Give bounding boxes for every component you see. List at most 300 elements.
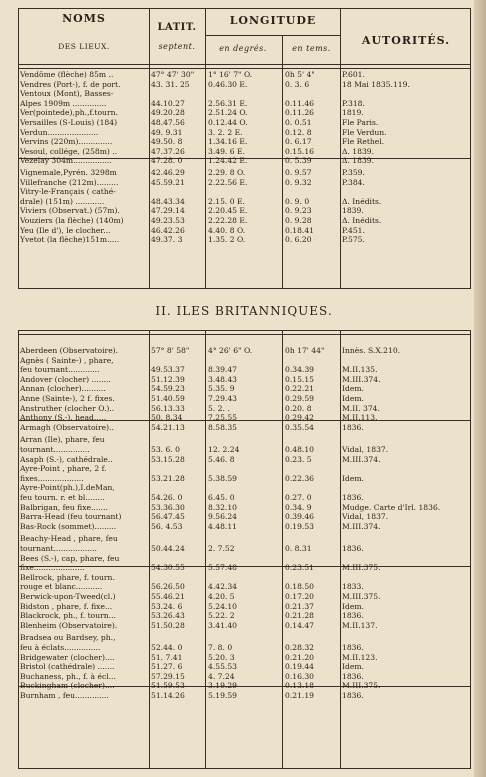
place-name: Ver(pointede),ph.,f.tourn.: [20, 108, 118, 118]
longitude-degrees: 2.56.31 E.: [208, 98, 248, 108]
place-name: Vignemale,Pyrén. 3298m: [20, 168, 117, 177]
table-row: [20, 128, 470, 138]
table-row: [20, 522, 470, 532]
authority: P.384.: [342, 177, 365, 187]
table-row: [20, 187, 470, 197]
longitude-degrees: 3.48.43: [208, 374, 237, 384]
latitude: 49.37. 3: [151, 235, 183, 245]
authority: Δ. 1839.: [342, 156, 375, 166]
place-name: Balbrigan, feu fixe.......: [20, 502, 108, 512]
longitude-time: 0. 9.28: [285, 216, 312, 225]
place-name: Andover (clocher) ........: [20, 374, 111, 384]
latitude: 54.59.23: [151, 384, 185, 394]
longitude-time: 0. 8.31: [285, 544, 312, 553]
table-row: [20, 206, 470, 216]
place-name: Bradsea ou Bardsey, ph.,: [20, 633, 116, 643]
rule-bottom: [18, 768, 470, 769]
latitude: 53.21.28: [151, 473, 185, 483]
place-name: Vendres (Port-), f. de port.: [20, 79, 121, 89]
latitude: 53.24. 6: [151, 601, 183, 611]
latitude: 56. 4.53: [151, 521, 183, 531]
longitude-time: 0. 5.39: [285, 156, 312, 166]
table-row: [20, 512, 470, 522]
longitude-time: 0.11.46: [285, 98, 314, 108]
place-name: Bristol (cathédrale) .......: [20, 662, 115, 672]
latitude: 44.10.27: [151, 98, 185, 108]
latitude: 51.50.28: [151, 620, 185, 630]
table-row: [20, 118, 470, 128]
table-row: [20, 483, 470, 493]
authority: M.III.374.: [342, 521, 381, 531]
authority: M.II.123.: [342, 652, 378, 662]
longitude-time: 0.34.39: [285, 365, 314, 375]
table-row: [20, 563, 470, 573]
table-row: [20, 89, 470, 99]
section-title-iles-britanniques: II. ILES BRITANNIQUES.: [155, 304, 333, 318]
table-row: [20, 621, 470, 631]
rule-v-right-2: [470, 330, 471, 769]
table-row: [20, 643, 470, 653]
table-row: [20, 582, 470, 592]
place-name: Anthony (S.-), head.....: [20, 413, 106, 423]
latitude: 51. 7.41: [151, 652, 183, 662]
authority: Idem.: [342, 473, 364, 483]
latitude: 52.44. 0: [151, 643, 183, 652]
place-name: Armagh (Observatoire)..: [20, 422, 114, 432]
table-row: [20, 235, 470, 245]
place-name: Bridgewater (clocher)....: [20, 652, 115, 662]
longitude-degrees: 2.20.45 E.: [208, 206, 248, 216]
longitude-degrees: 4. 7.24: [208, 671, 235, 681]
place-name: Bas-Rock (sommet).........: [20, 521, 117, 531]
place-name: Vezelay 304m................: [20, 156, 112, 166]
longitude-time: 0.21.28: [285, 611, 314, 621]
place-name: rouge et blanc...........: [20, 582, 103, 592]
longitude-degrees: 4.40. 8 O.: [208, 225, 246, 235]
latitude: 49.50. 8: [151, 137, 183, 147]
longitude-time: 0.19.53: [285, 521, 314, 531]
longitude-degrees: 5.46. 8: [208, 454, 235, 464]
place-name: fixe.....................: [20, 563, 85, 573]
authority: Idem.: [342, 384, 364, 394]
table-row: [20, 365, 470, 375]
longitude-degrees: 0.12.44 O.: [208, 118, 248, 127]
table-row: [20, 455, 470, 465]
latitude: 51.59.53: [151, 681, 185, 691]
table-row: [20, 70, 470, 80]
table-row: [20, 423, 470, 433]
table-row: [20, 672, 470, 682]
header-en-tems: en tems.: [292, 44, 331, 53]
longitude-time: 0.15.16: [285, 146, 314, 156]
longitude-degrees: 6.45. 0: [208, 493, 235, 502]
authority: Vidal, 1837.: [342, 445, 389, 454]
latitude: 42.46.29: [151, 168, 185, 177]
latitude: 54.26. 0: [151, 493, 183, 502]
longitude-degrees: 4.42.34: [208, 582, 237, 592]
longitude-degrees: 1.24.42 E.: [208, 156, 248, 166]
place-name: Verdun.....................: [20, 127, 99, 137]
authority: Fle Paris.: [342, 118, 379, 127]
longitude-time: 0.19.44: [285, 662, 314, 672]
authority: P.318.: [342, 98, 365, 108]
table-row: [20, 435, 470, 445]
authority: M.III.375.: [342, 563, 381, 573]
latitude: 53.15.28: [151, 454, 185, 464]
latitude: 47.29.14: [151, 206, 185, 216]
latitude: 55.46.21: [151, 592, 185, 601]
latitude: 51.27. 6: [151, 662, 183, 672]
authority: Δ. Inédits.: [342, 196, 382, 206]
authority: 1836.: [342, 671, 364, 681]
place-name: Barra-Head (feu tournant): [20, 512, 122, 522]
longitude-time: 0. 3. 6: [285, 79, 310, 89]
longitude-degrees: 7.29.43: [208, 394, 237, 403]
longitude-degrees: 3. 2. 2 E.: [208, 127, 243, 137]
authority: Idem.: [342, 662, 364, 672]
longitude-time: 0.22.21: [285, 384, 314, 394]
place-name: Bellrock, phare, f. tourn.: [20, 572, 115, 582]
longitude-time: 0.23.51: [285, 563, 314, 573]
latitude: 49.23.53: [151, 216, 185, 225]
place-name: Blackrock, ph., f. tourn...: [20, 611, 116, 621]
latitude: 54.30.55: [151, 563, 185, 573]
longitude-time: 0.29.59: [285, 394, 314, 403]
place-name: feu tournant.............: [20, 365, 100, 375]
place-name: Annan (clocher)..........: [20, 384, 106, 394]
place-name: Buchaness, ph., f. à écl...: [20, 671, 116, 681]
authority: Δ. Inédits.: [342, 216, 382, 225]
latitude: 53. 6. 0: [151, 445, 180, 454]
authority: M.II.135.: [342, 365, 378, 375]
longitude-degrees: 2.22.56 E.: [208, 177, 248, 187]
longitude-time: 0.15.15: [285, 374, 314, 384]
place-name: fixes...................: [20, 473, 84, 483]
table-row: [20, 602, 470, 612]
table-row: [20, 445, 470, 455]
longitude-degrees: 3.41.40: [208, 620, 237, 630]
table-row: [20, 464, 470, 474]
longitude-degrees: 5.22. 2: [208, 611, 235, 621]
table-row: [20, 534, 470, 544]
latitude: 50. 8.34: [151, 413, 183, 423]
latitude: 51.40.59: [151, 394, 185, 403]
longitude-degrees: 5.19.59: [208, 691, 237, 700]
latitude: 51.14.26: [151, 691, 185, 700]
authority: 1836.: [342, 422, 364, 432]
authority: P.451.: [342, 225, 365, 235]
authority: 1836.: [342, 691, 364, 700]
rule-v-left-2: [18, 330, 19, 769]
authority: P.601.: [342, 70, 365, 79]
authority: 1833.: [342, 582, 364, 592]
longitude-time: 0.48.10: [285, 445, 314, 454]
longitude-degrees: 5.24.10: [208, 601, 237, 611]
table-row: [20, 137, 470, 147]
table-row: [20, 178, 470, 188]
longitude-degrees: 1° 16' 7" O.: [208, 70, 253, 79]
authority: M.III.375.: [342, 681, 381, 691]
latitude: 57° 8' 58": [151, 346, 190, 355]
longitude-degrees: 4° 26' 6" O.: [208, 346, 253, 355]
longitude-time: 0. 0.51: [285, 118, 312, 127]
authority: M.II. 374.: [342, 403, 380, 413]
longitude-degrees: 3.49. 6 E.: [208, 146, 245, 156]
latitude: 46.42.26: [151, 225, 185, 235]
rule-v-right-1: [470, 8, 471, 289]
header-autorites: AUTORITÉS.: [361, 34, 451, 47]
latitude: 56.26.50: [151, 582, 185, 592]
longitude-time: 0.11.26: [285, 108, 314, 118]
place-name: drale) (151m) ............: [20, 196, 105, 206]
table-row: [20, 216, 470, 226]
table-row: [20, 554, 470, 564]
place-name: Aberdeen (Observatoire).: [20, 346, 119, 355]
longitude-time: 0.16.30: [285, 671, 314, 681]
table-row: [20, 404, 470, 414]
longitude-degrees: 5.38.59: [208, 473, 237, 483]
place-name: Blenheim (Observatoire).: [20, 620, 118, 630]
place-name: Versailles (S-Louis) (184): [20, 118, 118, 127]
latitude: 56.47.45: [151, 512, 185, 522]
longitude-degrees: 2. 7.52: [208, 544, 235, 553]
longitude-degrees: 9.56.24: [208, 512, 237, 522]
longitude-degrees: 8.32.10: [208, 502, 237, 512]
latitude: 50.44.24: [151, 544, 185, 553]
table-row: [20, 592, 470, 602]
page-gutter: [474, 0, 486, 777]
place-name: Ayre-Point(ph.),I.deMan,: [20, 483, 115, 493]
table-row: [20, 493, 470, 503]
place-name: Buckingham (clocher)....: [20, 681, 115, 691]
latitude: 48.47.56: [151, 118, 185, 127]
table-row: [20, 147, 470, 157]
longitude-degrees: 2.51.24 O.: [208, 108, 248, 118]
longitude-time: 0.18.41: [285, 225, 314, 235]
longitude-degrees: 1.35. 2 O.: [208, 235, 246, 245]
longitude-degrees: 4.48.11: [208, 521, 237, 531]
table-row: [20, 573, 470, 583]
place-name: Villefranche (212m).........: [20, 177, 119, 187]
authority: 1839.: [342, 206, 364, 216]
longitude-time: 0.34. 9: [285, 502, 312, 512]
rule-longitude-under: [206, 35, 340, 36]
longitude-time: 0.18.50: [285, 582, 314, 592]
place-name: Vendôme (flèche) 85m ..: [20, 70, 114, 79]
place-name: Yvetot (la flèche)151m.....: [20, 235, 120, 245]
table-row: [20, 108, 470, 118]
latitude: 47° 47' 30": [151, 70, 195, 79]
table-row: [20, 99, 470, 109]
table-row: [20, 544, 470, 554]
place-name: Vitry-le-Français ( cathé-: [20, 187, 116, 197]
place-name: Yeu (Ile d'), le clocher...: [20, 225, 111, 235]
longitude-degrees: 2.15. 0 E.: [208, 196, 245, 206]
place-name: Burnham , feu..............: [20, 691, 109, 700]
authority: M.II.137.: [342, 620, 378, 630]
latitude: 47.37.26: [151, 146, 185, 156]
place-name: feu à éclats...............: [20, 643, 101, 652]
authority: Idem.: [342, 394, 364, 403]
authority: 1836.: [342, 643, 364, 652]
longitude-degrees: 4.55.53: [208, 662, 237, 672]
rule-v-left-1: [18, 8, 19, 289]
longitude-degrees: 4.20. 5: [208, 592, 235, 601]
place-name: Berwick-upon-Tweed(cl.): [20, 592, 116, 601]
table-row: [20, 168, 470, 178]
table-row: [20, 611, 470, 621]
header-en-degres: en degrés.: [219, 44, 267, 53]
rule-section2-top: [18, 330, 470, 335]
table-row: [20, 662, 470, 672]
longitude-time: 0.13.18: [285, 681, 314, 691]
authority: 1836.: [342, 544, 364, 553]
latitude: 49. 9.31: [151, 127, 183, 137]
header-longitude: LONGITUDE: [229, 14, 317, 27]
place-name: Bidston , phare, f. fixe...: [20, 601, 113, 611]
latitude: 45.59.21: [151, 177, 185, 187]
longitude-degrees: 1.34.16 E.: [208, 137, 248, 147]
latitude: 49.20.28: [151, 108, 185, 118]
longitude-degrees: 5.20. 3: [208, 652, 235, 662]
place-name: Asaph (S.-), cathédrale..: [20, 454, 113, 464]
longitude-time: 0. 9.23: [285, 206, 312, 216]
longitude-time: 0.17.20: [285, 592, 314, 601]
longitude-time: 0.28.32: [285, 643, 314, 652]
latitude: 54.21.13: [151, 422, 185, 432]
authority: 1836.: [342, 493, 364, 502]
place-name: feu tourn. r. et bl........: [20, 493, 105, 502]
header-des-lieux: DES LIEUX.: [58, 42, 110, 51]
longitude-time: 0h 17' 44": [285, 346, 325, 355]
longitude-time: 0. 6.20: [285, 235, 312, 245]
longitude-degrees: 5. 2. .: [208, 403, 230, 413]
authority: 1819.: [342, 108, 364, 118]
table-row: [20, 394, 470, 404]
place-name: Ayre-Point , phare, 2 f.: [20, 464, 107, 474]
authority: Innès. S.X.210.: [342, 346, 401, 355]
authority: Mudge. Carte d'Irl. 1836.: [342, 502, 441, 512]
table-row: [20, 356, 470, 366]
longitude-time: 0.35.54: [285, 422, 314, 432]
longitude-time: 0.22.36: [285, 473, 314, 483]
rule-top: [18, 8, 470, 9]
header-noms: NOMS: [62, 12, 106, 25]
longitude-degrees: 3.19.29: [208, 681, 237, 691]
longitude-degrees: 5.57.48: [208, 563, 237, 573]
header-septent: septent.: [158, 42, 196, 51]
table-row: [20, 375, 470, 385]
table-row: [20, 633, 470, 643]
table-row: [20, 691, 470, 701]
authority: P.575.: [342, 235, 365, 245]
longitude-time: 0. 6.17: [285, 137, 312, 147]
longitude-time: 0.21.37: [285, 601, 314, 611]
latitude: 47.28. 0: [151, 156, 183, 166]
rule-section1-bottom: [18, 288, 470, 289]
authority: M.II.113.: [342, 413, 378, 423]
table-row: [20, 653, 470, 663]
longitude-degrees: 7.25.55: [208, 413, 237, 423]
latitude: 53.26.43: [151, 611, 185, 621]
place-name: Ventoux (Mont), Basses-: [20, 89, 114, 99]
authority: Fle Verdun.: [342, 127, 387, 137]
place-name: Vouziers (la flèche) (140m): [20, 216, 124, 225]
table-row: [20, 384, 470, 394]
longitude-time: 0.21.20: [285, 652, 314, 662]
longitude-time: 0h 5' 4": [285, 70, 315, 79]
authority: Vidal, 1837.: [342, 512, 389, 522]
longitude-degrees: 7. 8. 0: [208, 643, 233, 652]
longitude-degrees: 8.58.35: [208, 422, 237, 432]
longitude-time: 0. 9.57: [285, 168, 312, 177]
table-row: [20, 346, 470, 356]
table-row: [20, 156, 470, 166]
longitude-time: 0.14.47: [285, 620, 314, 630]
authority: Δ. 1839.: [342, 146, 375, 156]
authority: P.359.: [342, 168, 365, 177]
authority: Idem.: [342, 601, 364, 611]
place-name: Bees (S.-), cap, phare, feu: [20, 553, 120, 563]
longitude-degrees: 12. 2.24: [208, 445, 240, 454]
longitude-time: 0.29.42: [285, 413, 314, 423]
place-name: tournant..................: [20, 544, 97, 553]
place-name: Vesoul, collége, (258m) ..: [20, 146, 118, 156]
table-row: [20, 197, 470, 207]
latitude: 53.36.30: [151, 502, 185, 512]
longitude-time: 0.21.19: [285, 691, 314, 700]
authority: M.III.374.: [342, 454, 381, 464]
latitude: 49.53.37: [151, 365, 185, 375]
latitude: 43. 31. 25: [151, 79, 190, 89]
authority: M.III.375.: [342, 592, 381, 601]
longitude-time: 0.23. 5: [285, 454, 312, 464]
longitude-degrees: 8.39.47: [208, 365, 237, 375]
place-name: Agnès ( Sainte-) , phare,: [20, 355, 114, 365]
table-row: [20, 80, 470, 90]
longitude-time: 0.27. 0: [285, 493, 312, 502]
table-row: [20, 226, 470, 236]
place-name: Viviers (Observat.) (57m).: [20, 206, 120, 216]
authority: 1836.: [342, 611, 364, 621]
longitude-time: 0. 9. 0: [285, 196, 310, 206]
authority: Fle Rethel.: [342, 137, 385, 147]
longitude-time: 0.12. 8: [285, 127, 312, 137]
header-latit: LATIT.: [157, 22, 197, 33]
authority: M.III.374.: [342, 374, 381, 384]
place-name: Vervins (220m)..............: [20, 137, 113, 147]
place-name: Anstruther (clocher O.)..: [20, 403, 115, 413]
longitude-degrees: 5.35. 9: [208, 384, 235, 394]
rule-header-bottom: [18, 64, 470, 69]
longitude-degrees: 2.29. 8 O.: [208, 168, 246, 177]
latitude: 56.13.33: [151, 403, 185, 413]
longitude-time: 0. 9.32: [285, 177, 312, 187]
longitude-degrees: 2.22.28 E.: [208, 216, 248, 225]
place-name: Anne (Sainte-), 2 f. fixes.: [20, 394, 115, 403]
longitude-time: 0.20. 8: [285, 403, 312, 413]
table-row: [20, 681, 470, 691]
longitude-degrees: 0.46.30 E.: [208, 79, 248, 89]
table-row: [20, 474, 470, 484]
place-name: Alpes 1909m ..............: [20, 98, 107, 108]
authority: 18 Mai 1835.119.: [342, 79, 410, 89]
latitude: 57.29.15: [151, 671, 185, 681]
latitude: 48.43.34: [151, 196, 185, 206]
longitude-time: 0.39.46: [285, 512, 314, 522]
table-row: [20, 413, 470, 423]
place-name: Arran (Ile), phare, feu: [20, 435, 105, 445]
